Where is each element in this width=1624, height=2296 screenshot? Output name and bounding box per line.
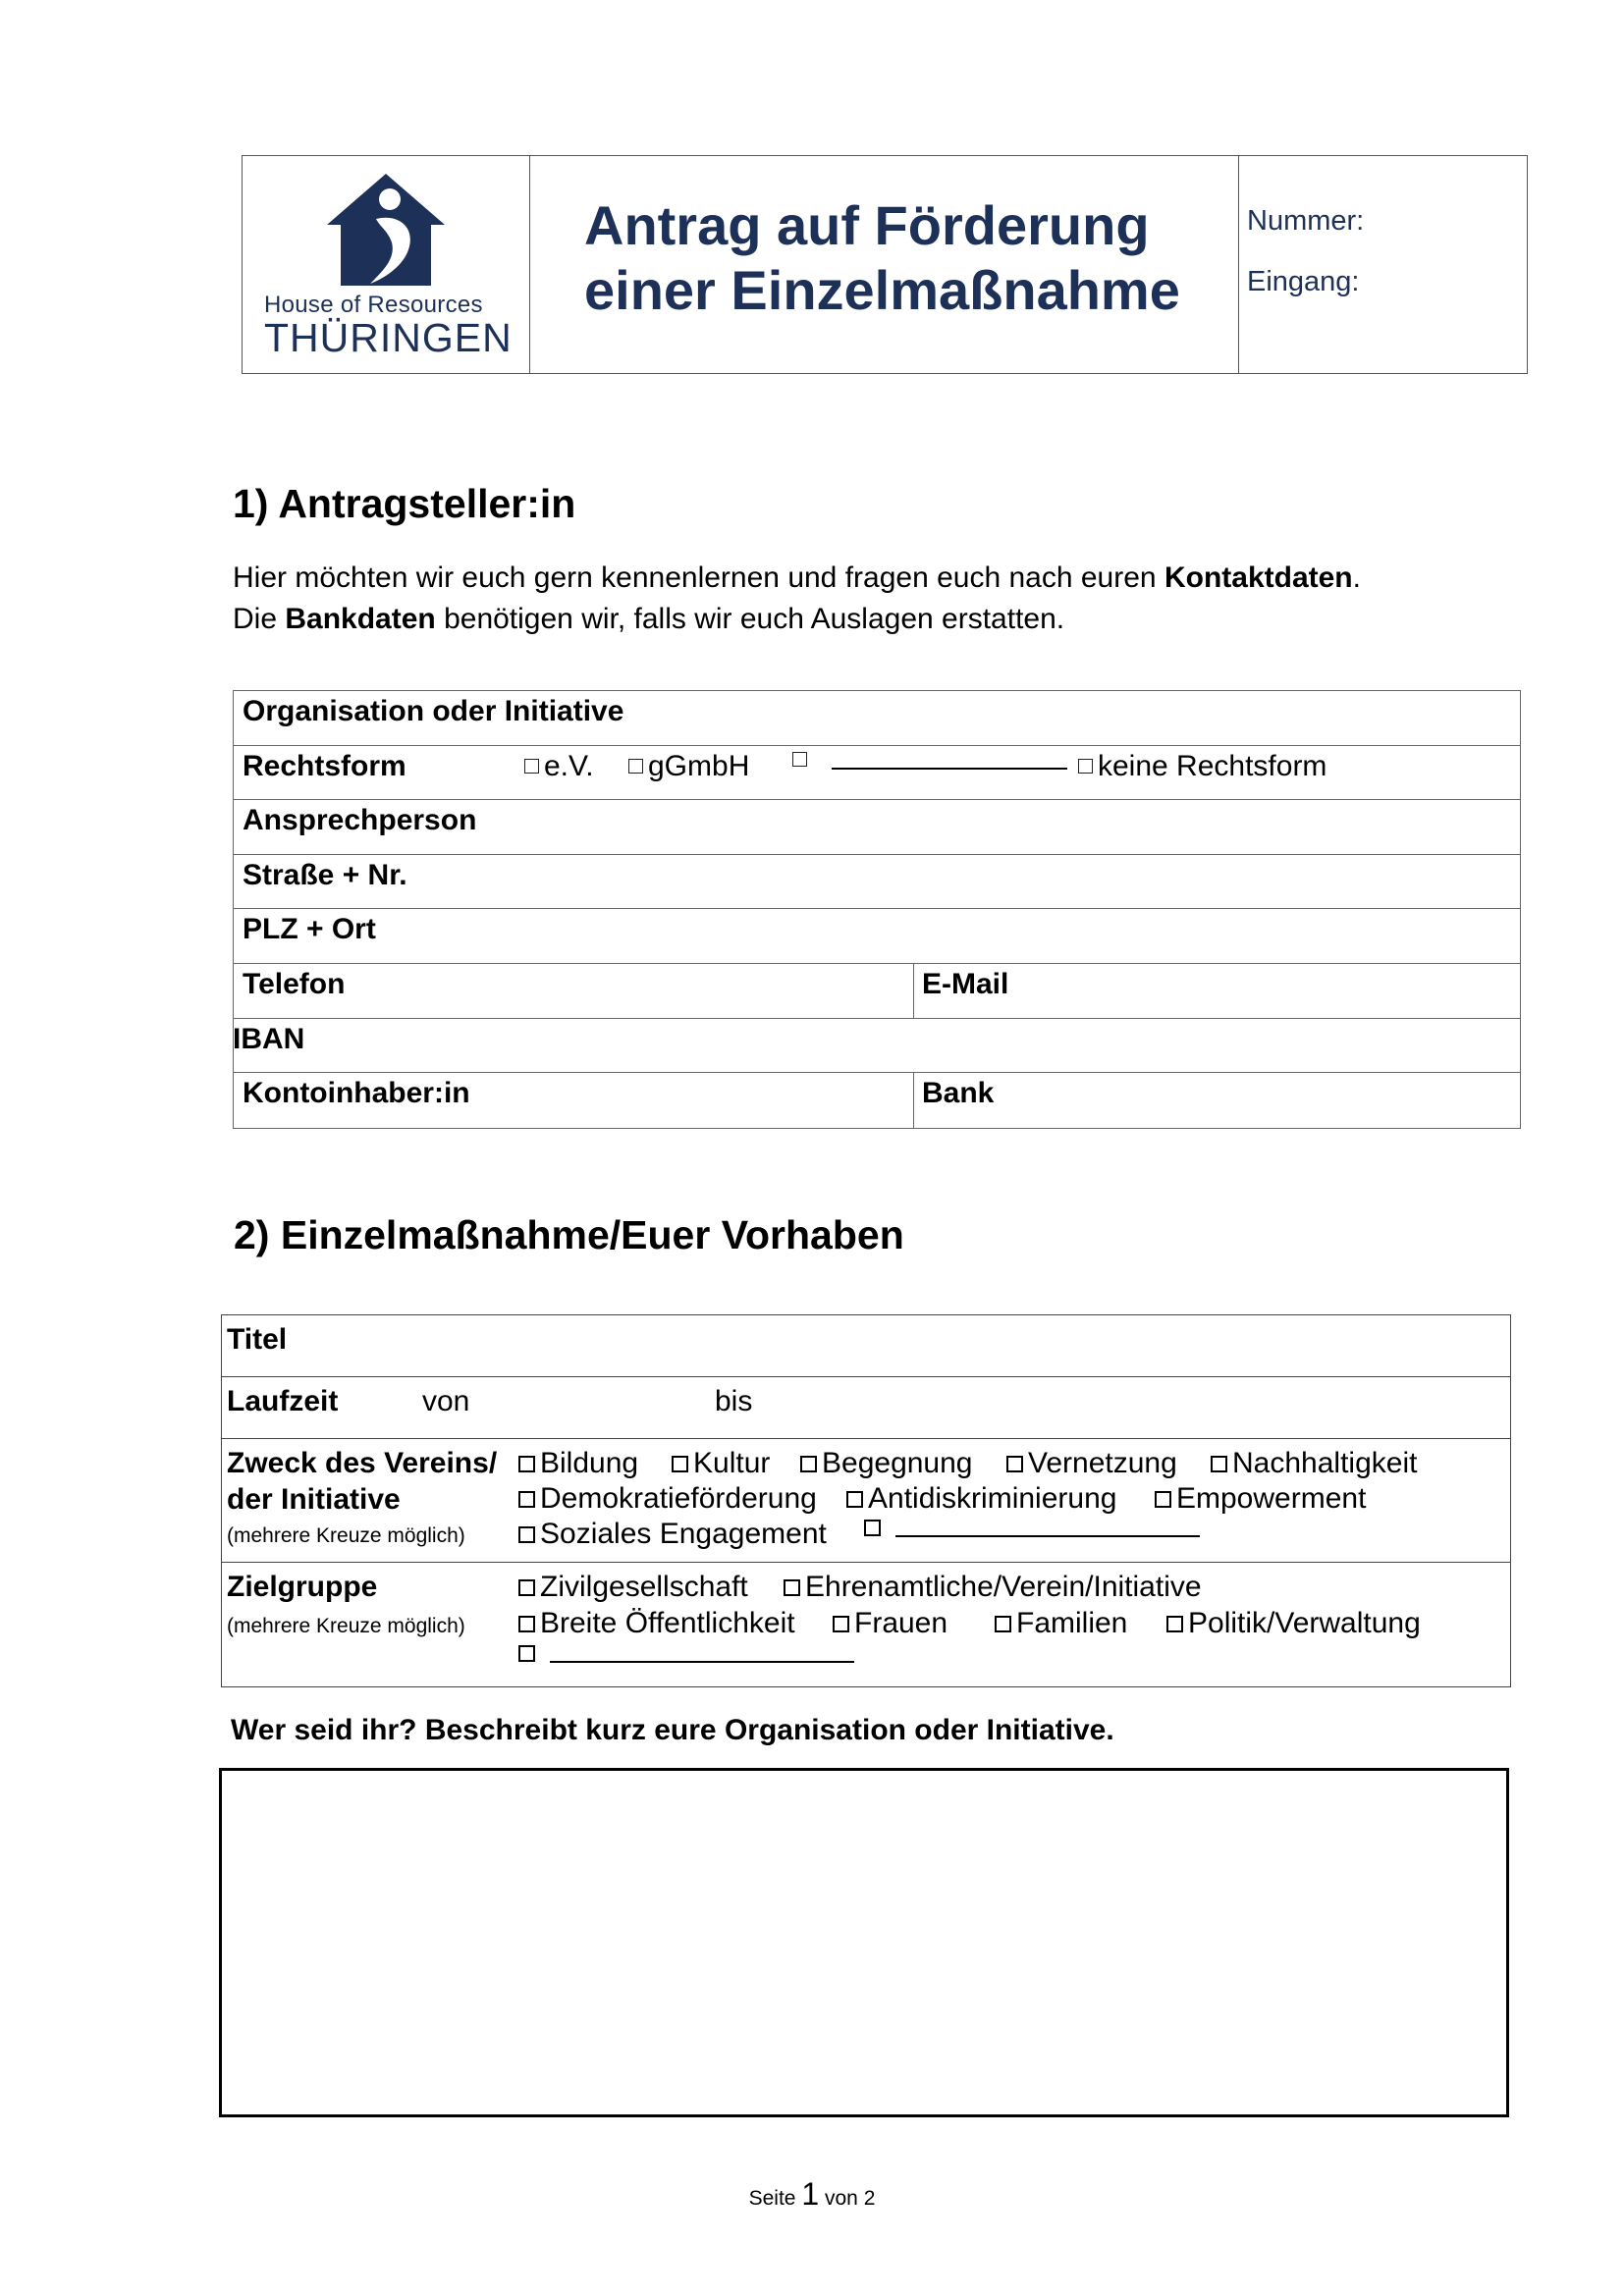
row-laufzeit[interactable] [222, 1377, 1510, 1439]
checkbox-icon[interactable] [1211, 1456, 1227, 1472]
option-begegnung[interactable]: Begegnung [800, 1447, 973, 1480]
checkbox-icon[interactable] [628, 759, 643, 774]
title-cell [530, 156, 1239, 373]
checkbox-icon[interactable] [518, 1645, 535, 1662]
label-zweck-line1: Zweck des Vereins/ [227, 1447, 498, 1479]
section2-heading: 2) Einzelmaßnahme/Euer Vorhaben [234, 1212, 904, 1257]
option-ev[interactable]: e.V. [524, 750, 594, 783]
checkbox-icon[interactable] [518, 1526, 535, 1543]
checkbox-icon[interactable] [800, 1456, 817, 1472]
row-kontoinhaber-bank[interactable] [234, 1073, 1520, 1128]
checkbox-icon[interactable] [833, 1616, 849, 1632]
checkbox-icon[interactable] [846, 1491, 863, 1508]
label-titel: Titel [227, 1323, 288, 1356]
label-telefon: Telefon [243, 967, 346, 1000]
option-empowerment[interactable]: Empowerment [1155, 1482, 1366, 1516]
label-email: E-Mail [922, 967, 1009, 1000]
checkbox-icon[interactable] [518, 1616, 535, 1632]
checkbox-icon[interactable] [784, 1579, 800, 1596]
intro-line2: Die Bankdaten benötigen wir, falls wir euch Auslagen erstatten. [233, 603, 1065, 635]
row-titel[interactable] [222, 1315, 1510, 1377]
option-zivilgesellschaft[interactable]: Zivilgesellschaft [518, 1571, 748, 1604]
option-kultur[interactable]: Kultur [672, 1447, 770, 1480]
row-organisation[interactable] [234, 691, 1520, 746]
option-politik-verwaltung[interactable]: Politik/Verwaltung [1166, 1607, 1421, 1640]
label-bis: bis [715, 1385, 753, 1417]
checkbox-icon[interactable] [864, 1520, 881, 1536]
checkbox-icon[interactable] [1166, 1616, 1183, 1632]
footer-page-number: 1 [801, 2176, 820, 2212]
eingang-label: Eingang: [1247, 266, 1360, 297]
checkbox-icon[interactable] [792, 752, 807, 767]
option-zielgruppe-other[interactable] [518, 1643, 854, 1663]
option-ehrenamtliche[interactable]: Ehrenamtliche/Verein/Initiative [784, 1571, 1202, 1604]
cell-divider [913, 964, 914, 1018]
page-footer [0, 2176, 1624, 2213]
label-zielgruppe: Zielgruppe [227, 1571, 378, 1603]
hint-mehrere-kreuze: (mehrere Kreuze möglich) [227, 1615, 465, 1637]
option-antidiskriminierung[interactable]: Antidiskriminierung [846, 1482, 1116, 1516]
option-other-rechtsform[interactable] [792, 750, 1067, 770]
option-ggmbh[interactable]: gGmbH [628, 750, 749, 783]
option-nachhaltigkeit[interactable]: Nachhaltigkeit [1211, 1447, 1417, 1480]
nummer-label: Nummer: [1247, 205, 1365, 237]
label-strasse: Straße + Nr. [243, 858, 407, 891]
description-question: Wer seid ihr? Beschreibt kurz eure Organisation oder Initiative. [231, 1714, 1114, 1746]
option-familien[interactable]: Familien [995, 1607, 1127, 1640]
label-ansprechperson: Ansprechperson [243, 804, 477, 837]
label-plz: PLZ + Ort [243, 913, 376, 946]
label-kontoinhaber: Kontoinhaber:in [243, 1077, 470, 1110]
label-rechtsform: Rechtsform [243, 749, 406, 782]
logo-text-thueringen: THÜRINGEN [264, 315, 513, 360]
form-title-line1: Antrag auf Förderung [584, 194, 1150, 256]
checkbox-icon[interactable] [1155, 1491, 1171, 1508]
row-rechtsform [234, 746, 1520, 801]
checkbox-icon[interactable] [672, 1456, 688, 1472]
section1-heading: 1) Antragsteller:in [233, 481, 576, 526]
row-ansprechperson[interactable] [234, 800, 1520, 855]
footer-seite: Seite [748, 2187, 796, 2210]
label-von: von [422, 1385, 470, 1417]
option-frauen[interactable]: Frauen [833, 1607, 947, 1640]
checkbox-icon[interactable] [995, 1616, 1011, 1632]
row-zweck [222, 1439, 1510, 1563]
meta-cell [1239, 156, 1527, 373]
form-header [242, 155, 1528, 374]
checkbox-icon[interactable] [518, 1579, 535, 1596]
option-bildung[interactable]: Bildung [518, 1447, 638, 1480]
label-bank: Bank [922, 1077, 995, 1110]
checkbox-icon[interactable] [518, 1456, 535, 1472]
option-soziales-engagement[interactable]: Soziales Engagement [518, 1518, 827, 1551]
house-logo-icon [325, 170, 448, 288]
applicant-table [233, 690, 1521, 1129]
intro-line1: Hier möchten wir euch gern kennenlernen und fragen euch nach euren Kontaktdaten. [233, 561, 1361, 594]
checkbox-icon[interactable] [518, 1491, 535, 1508]
checkbox-icon[interactable] [1006, 1456, 1023, 1472]
option-zweck-other[interactable] [864, 1518, 1200, 1537]
label-iban: IBAN [233, 1022, 305, 1055]
option-keine-rechtsform[interactable]: keine Rechtsform [1078, 750, 1326, 783]
row-strasse[interactable] [234, 855, 1520, 910]
label-zweck-line2: der Initiative [227, 1483, 401, 1516]
blank-line[interactable] [832, 750, 1067, 770]
checkbox-icon[interactable] [524, 759, 539, 774]
project-table [221, 1314, 1511, 1687]
footer-total: 2 [863, 2187, 876, 2210]
row-telefon-email[interactable] [234, 964, 1520, 1019]
form-title-line2: einer Einzelmaßnahme [584, 259, 1180, 321]
checkbox-icon[interactable] [1078, 759, 1093, 774]
option-breite-oeffentlichkeit[interactable]: Breite Öffentlichkeit [518, 1607, 795, 1640]
label-organisation: Organisation oder Initiative [243, 695, 624, 727]
option-demokratiefoerderung[interactable]: Demokratieförderung [518, 1482, 817, 1516]
blank-line[interactable] [895, 1518, 1200, 1537]
logo-cell [243, 156, 530, 373]
description-textarea[interactable] [219, 1768, 1509, 2117]
blank-line[interactable] [550, 1643, 854, 1663]
label-laufzeit: Laufzeit [227, 1385, 339, 1417]
hint-mehrere-kreuze: (mehrere Kreuze möglich) [227, 1524, 465, 1547]
cell-divider [913, 1073, 914, 1128]
row-zielgruppe [222, 1563, 1510, 1686]
row-plz[interactable] [234, 909, 1520, 964]
logo-text-house-of-resources: House of Resources [264, 292, 483, 318]
row-iban[interactable] [234, 1019, 1520, 1074]
footer-von: von [824, 2187, 858, 2210]
option-vernetzung[interactable]: Vernetzung [1006, 1447, 1177, 1480]
